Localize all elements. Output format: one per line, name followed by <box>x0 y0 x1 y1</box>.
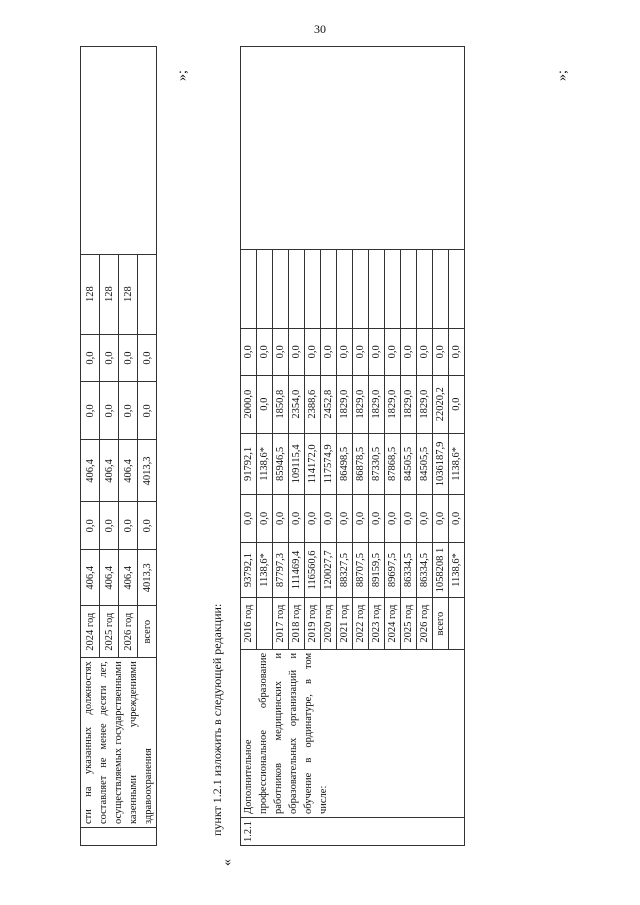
value-cell: 0,0 <box>257 495 273 542</box>
value-cell: 87868,5 <box>385 433 401 495</box>
value-cell: 0,0 <box>449 495 465 542</box>
value-cell: 0,0 <box>401 495 417 542</box>
year-cell: 2022 год <box>353 598 369 649</box>
value-cell: 406,4 <box>119 440 138 502</box>
empty-cell <box>449 250 465 328</box>
value-cell: 128 <box>119 254 138 334</box>
empty-cell <box>353 250 369 328</box>
value-cell <box>138 254 157 334</box>
value-cell: 0,0 <box>385 328 401 375</box>
empty-cell <box>385 250 401 328</box>
value-cell: 1138,6* <box>257 542 273 598</box>
value-cell: 1850,8 <box>273 375 289 433</box>
open-quote: « <box>220 859 235 866</box>
value-cell: 0,0 <box>369 328 385 375</box>
num-cell: 1.2.1 <box>241 818 465 846</box>
year-cell: 2026 год <box>417 598 433 649</box>
year-cell: 2024 год <box>81 606 100 658</box>
value-cell: 109115,4 <box>289 433 305 495</box>
value-cell: 114172,0 <box>305 433 321 495</box>
value-cell: 0,0 <box>417 495 433 542</box>
value-cell: 0,0 <box>449 375 465 433</box>
value-cell: 1138,6* <box>449 433 465 495</box>
value-cell: 406,4 <box>81 550 100 606</box>
value-cell: 0,0 <box>337 328 353 375</box>
close-quote: »; <box>175 70 190 81</box>
value-cell: 406,4 <box>119 550 138 606</box>
value-cell: 0,0 <box>257 375 273 433</box>
year-cell <box>449 598 465 649</box>
value-cell: 406,4 <box>81 440 100 502</box>
value-cell: 0,0 <box>241 495 257 542</box>
year-cell: всего <box>138 606 157 658</box>
num-cell <box>81 828 157 846</box>
value-cell: 0,0 <box>433 495 449 542</box>
value-cell: 0,0 <box>401 328 417 375</box>
year-cell: всего <box>433 598 449 649</box>
value-cell: 117574,9 <box>321 433 337 495</box>
value-cell: 91792,1 <box>241 433 257 495</box>
value-cell: 0,0 <box>81 334 100 382</box>
value-cell: 0,0 <box>119 382 138 440</box>
year-cell: 2017 год <box>273 598 289 649</box>
value-cell: 0,0 <box>81 502 100 550</box>
value-cell: 84505,5 <box>401 433 417 495</box>
value-cell: 120027,7 <box>321 542 337 598</box>
value-cell: 0,0 <box>353 495 369 542</box>
value-cell: 0,0 <box>385 495 401 542</box>
value-cell: 86334,5 <box>417 542 433 598</box>
year-cell: 2019 год <box>305 598 321 649</box>
year-cell: 2025 год <box>401 598 417 649</box>
value-cell: 0,0 <box>119 502 138 550</box>
value-cell: 0,0 <box>449 328 465 375</box>
value-cell: 0,0 <box>369 495 385 542</box>
value-cell: 0,0 <box>100 334 119 382</box>
value-cell: 1829,0 <box>401 375 417 433</box>
value-cell: 0,0 <box>138 382 157 440</box>
value-cell: 0,0 <box>305 328 321 375</box>
value-cell: 0,0 <box>289 328 305 375</box>
value-cell: 0,0 <box>433 328 449 375</box>
year-cell: 2016 год <box>241 598 257 649</box>
value-cell: 406,4 <box>100 440 119 502</box>
value-cell: 4013,3 <box>138 440 157 502</box>
year-cell: 2018 год <box>289 598 305 649</box>
value-cell: 88707,5 <box>353 542 369 598</box>
value-cell: 4013,3 <box>138 550 157 606</box>
empty-cell <box>241 47 465 250</box>
value-cell: 0,0 <box>321 495 337 542</box>
desc-cell: Дополнительное профессиональное образование работников медицинских и образовательных организаций и обучение в ординатуре, в том числе: <box>241 649 465 817</box>
value-cell: 128 <box>100 254 119 334</box>
value-cell: 0,0 <box>273 495 289 542</box>
value-cell: 22020,2 <box>433 375 449 433</box>
value-cell: 0,0 <box>321 328 337 375</box>
value-cell: 0,0 <box>81 382 100 440</box>
value-cell: 1829,0 <box>337 375 353 433</box>
desc-cell: сти на указанных должностях составляет не менее десяти лет, осуществляемых государственными казенными учреждениями здравоохранения <box>81 658 157 828</box>
year-cell <box>257 598 273 649</box>
value-cell: 0,0 <box>289 495 305 542</box>
value-cell: 0,0 <box>138 334 157 382</box>
value-cell: 111469,4 <box>289 542 305 598</box>
empty-cell <box>401 250 417 328</box>
empty-cell <box>257 250 273 328</box>
empty-cell <box>417 250 433 328</box>
value-cell: 2388,6 <box>305 375 321 433</box>
empty-cell <box>321 250 337 328</box>
value-cell: 0,0 <box>119 334 138 382</box>
value-cell: 1829,0 <box>369 375 385 433</box>
instruction-text: пункт 1.2.1 изложить в следующей редакции: <box>210 603 224 836</box>
value-cell: 93792,1 <box>241 542 257 598</box>
value-cell: 0,0 <box>100 382 119 440</box>
year-cell: 2025 год <box>100 606 119 658</box>
value-cell: 1829,0 <box>353 375 369 433</box>
value-cell: 1058208 1 <box>433 542 449 598</box>
year-cell: 2020 год <box>321 598 337 649</box>
empty-cell <box>241 250 257 328</box>
value-cell: 1829,0 <box>385 375 401 433</box>
year-cell: 2024 год <box>385 598 401 649</box>
rotated-content <box>40 46 580 866</box>
close-quote: »; <box>555 70 570 81</box>
empty-cell <box>273 250 289 328</box>
value-cell: 0,0 <box>241 328 257 375</box>
empty-cell <box>81 47 157 255</box>
year-cell: 2026 год <box>119 606 138 658</box>
value-cell: 2354,0 <box>289 375 305 433</box>
year-cell: 2023 год <box>369 598 385 649</box>
value-cell: 1036187,9 <box>433 433 449 495</box>
value-cell: 84505,5 <box>417 433 433 495</box>
empty-cell <box>433 250 449 328</box>
value-cell: 0,0 <box>417 328 433 375</box>
value-cell: 0,0 <box>100 502 119 550</box>
empty-cell <box>289 250 305 328</box>
value-cell: 128 <box>81 254 100 334</box>
value-cell: 0,0 <box>353 328 369 375</box>
page-number: 30 <box>314 22 326 36</box>
empty-cell <box>369 250 385 328</box>
value-cell: 0,0 <box>257 328 273 375</box>
value-cell: 116560,6 <box>305 542 321 598</box>
value-cell: 0,0 <box>273 328 289 375</box>
value-cell: 86334,5 <box>401 542 417 598</box>
value-cell: 1138,6* <box>449 542 465 598</box>
value-cell: 2000,0 <box>241 375 257 433</box>
year-cell: 2021 год <box>337 598 353 649</box>
empty-cell <box>305 250 321 328</box>
value-cell: 1829,0 <box>417 375 433 433</box>
value-cell: 86498,5 <box>337 433 353 495</box>
empty-cell <box>337 250 353 328</box>
table-continuation <box>80 46 157 846</box>
table-row <box>241 47 257 846</box>
table-item-1-2-1 <box>240 46 465 846</box>
value-cell: 87330,5 <box>369 433 385 495</box>
value-cell: 0,0 <box>305 495 321 542</box>
value-cell: 2452,8 <box>321 375 337 433</box>
value-cell: 86878,5 <box>353 433 369 495</box>
value-cell: 87797,3 <box>273 542 289 598</box>
value-cell: 1138,6* <box>257 433 273 495</box>
value-cell: 85946,5 <box>273 433 289 495</box>
value-cell: 406,4 <box>100 550 119 606</box>
value-cell: 88327,5 <box>337 542 353 598</box>
value-cell: 89697,5 <box>385 542 401 598</box>
value-cell: 89159,5 <box>369 542 385 598</box>
value-cell: 0,0 <box>138 502 157 550</box>
value-cell: 0,0 <box>337 495 353 542</box>
